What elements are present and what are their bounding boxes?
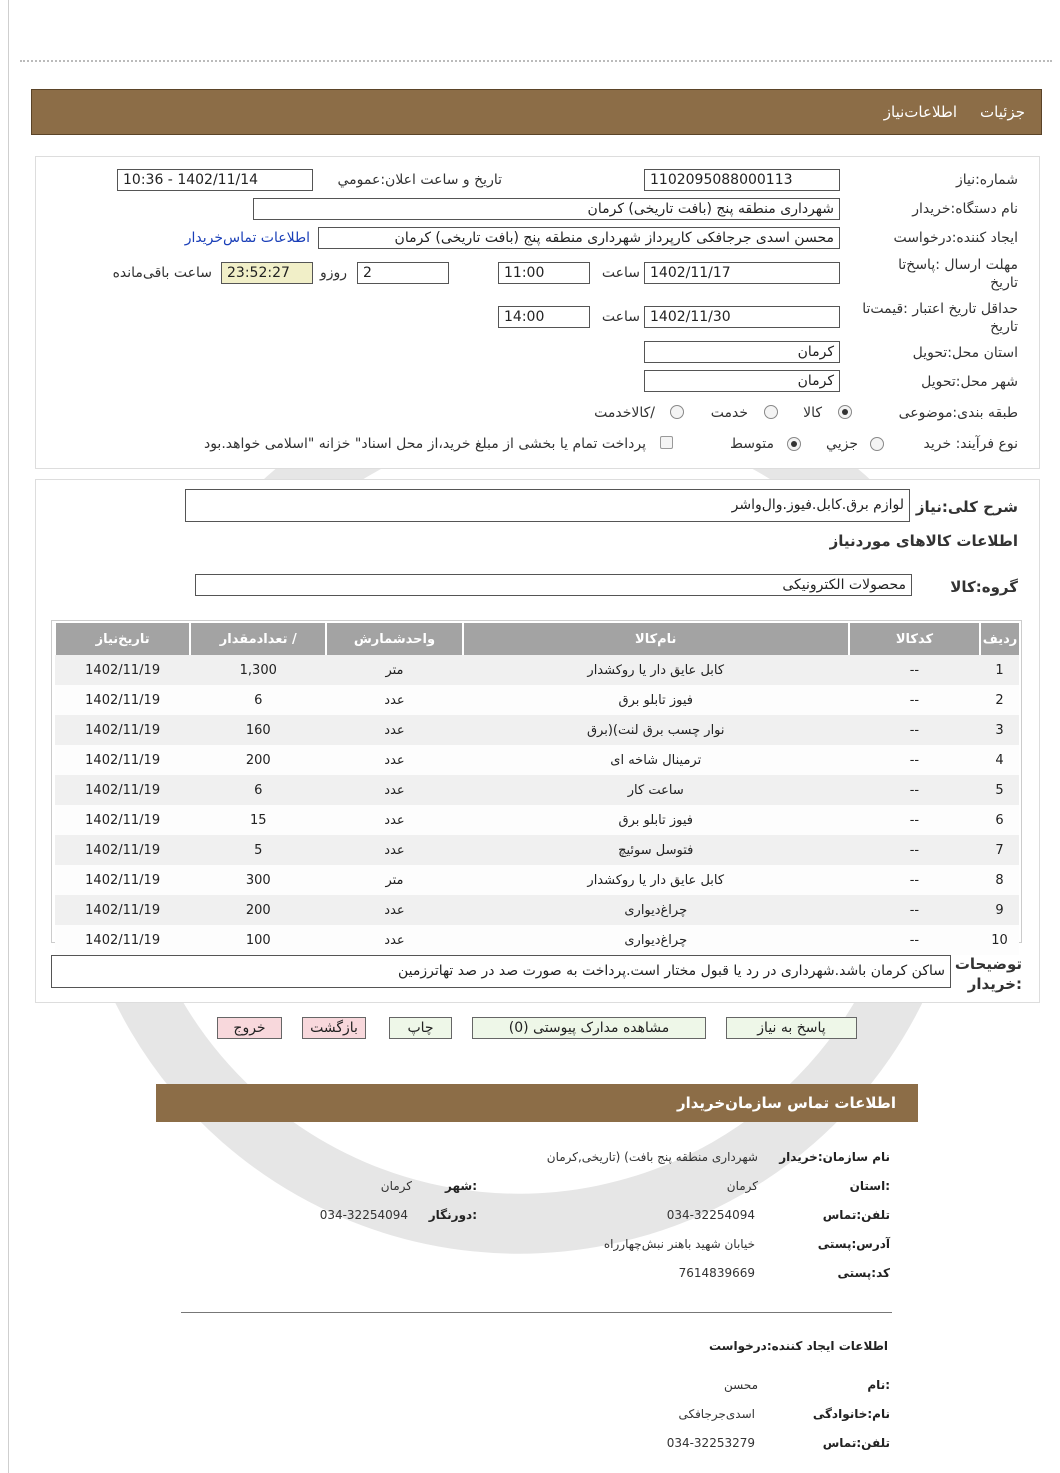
cell-code: --: [849, 685, 980, 715]
deadline-time-field: 11:00: [498, 262, 590, 284]
category-label: طبقه بندی:موضوعی: [898, 405, 1018, 421]
cell-row: 7: [980, 835, 1019, 865]
process-medium-radio[interactable]: [787, 437, 801, 451]
contact-title-bar: [156, 1084, 918, 1122]
cell-qty: 1,300: [190, 655, 326, 685]
cell-row: 5: [980, 775, 1019, 805]
category-goods-label: کالا: [803, 405, 822, 421]
table-row: [55, 715, 1019, 745]
validity-time-field: 14:00: [498, 306, 590, 328]
buyer-notes-label: [955, 954, 1022, 994]
category-both-radio[interactable]: [670, 405, 684, 419]
buyer-org-field: شهرداری منطقه پنج (بافت تاریخی) کرمان: [253, 198, 840, 220]
summary-label: شرح کلی:نیاز: [915, 498, 1018, 516]
cell-qty: 6: [190, 775, 326, 805]
deadline-label: مهلت ارسال :پاسخ‌تا تاریخ: [898, 257, 1018, 291]
cell-date: 1402/11/19: [55, 685, 190, 715]
contact-phone: 034-32254094: [666, 1208, 755, 1222]
cell-row: 10: [980, 925, 1019, 955]
process-minor-label: جزيي: [826, 436, 858, 452]
cell-date: 1402/11/19: [55, 745, 190, 775]
cell-code: --: [849, 775, 980, 805]
exit-button[interactable]: خروج: [217, 1017, 282, 1039]
creator-phone-label: تلفن:تماس: [822, 1436, 890, 1450]
creator-phone: 034-32253279: [666, 1436, 755, 1450]
cell-row: 1: [980, 655, 1019, 685]
cell-row: 2: [980, 685, 1019, 715]
header-bar: [31, 89, 1042, 135]
contact-org: شهرداری منطقه پنج بافت) (تاریخی,کرمان: [546, 1150, 758, 1164]
cell-date: 1402/11/19: [55, 715, 190, 745]
province-label: استان محل:تحویل: [912, 345, 1018, 361]
goods-group-field: محصولات الکترونیکی: [195, 574, 912, 596]
cell-unit: عدد: [326, 895, 462, 925]
deadline-date-field: 1402/11/17: [644, 262, 840, 284]
creator-family-label: نام:خانوادگی: [812, 1407, 890, 1421]
cell-qty: 6: [190, 685, 326, 715]
print-button[interactable]: چاپ: [389, 1017, 452, 1039]
process-minor-radio[interactable]: [870, 437, 884, 451]
cell-row: 3: [980, 715, 1019, 745]
contact-postal-label: کد:پستی: [837, 1266, 890, 1280]
category-goods-radio[interactable]: [838, 405, 852, 419]
contact-province: کرمان: [726, 1179, 758, 1193]
table-row: [55, 805, 1019, 835]
announce-field: 1402/11/14 - 10:36: [117, 169, 313, 191]
cell-unit: عدد: [326, 715, 462, 745]
contact-phone-label: تلفن:تماس: [822, 1208, 890, 1222]
contact-city-label: :شهر: [445, 1179, 477, 1193]
cell-code: --: [849, 865, 980, 895]
cell-date: 1402/11/19: [55, 775, 190, 805]
cell-date: 1402/11/19: [55, 805, 190, 835]
cell-unit: متر: [326, 655, 462, 685]
category-service-radio[interactable]: [764, 405, 778, 419]
buyer-notes-field: ساکن کرمان باشد.شهرداری در رد یا قبول مختار است.پرداخت به صورت صد در صد تهاترزمین: [51, 955, 951, 988]
goods-table: [54, 623, 1019, 955]
buyer-notes-label-line1: توضیحات: [954, 955, 1022, 973]
contact-address-label: آدرس:پستی: [817, 1237, 890, 1251]
need-number-label: شماره:نیاز: [955, 172, 1018, 188]
contact-postal: 7614839669: [678, 1266, 755, 1280]
table-row: [55, 865, 1019, 895]
creator-name-label: :نام: [867, 1378, 890, 1392]
contact-address: خیابان شهید باهنر نبش‌چهارراه: [603, 1237, 755, 1251]
process-label: نوع فرآیند: خرید: [923, 436, 1018, 452]
creator-field: محسن اسدی جرجافکی کارپرداز شهرداری منطقه پنج (بافت تاریخی) کرمان: [318, 227, 840, 249]
cell-date: 1402/11/19: [55, 925, 190, 955]
cell-code: --: [849, 895, 980, 925]
cell-date: 1402/11/19: [55, 895, 190, 925]
buyer-notes-label-line2: :خریدار: [967, 975, 1022, 993]
validity-label: حداقل تاریخ اعتبار :قیمت‌تا تاریخ: [862, 301, 1018, 335]
cell-unit: عدد: [326, 805, 462, 835]
cell-name: فیوز تابلو برق: [463, 685, 849, 715]
cell-code: --: [849, 715, 980, 745]
cell-date: 1402/11/19: [55, 655, 190, 685]
cell-row: 8: [980, 865, 1019, 895]
contact-city: کرمان: [380, 1179, 412, 1193]
cell-name: ترمینال شاخه ای: [463, 745, 849, 775]
cell-row: 4: [980, 745, 1019, 775]
attachments-button[interactable]: مشاهده مدارک پیوستی (0): [472, 1017, 706, 1039]
goods-info-title: اطلاعات کالاهای موردنیاز: [829, 532, 1018, 550]
contact-fax-label: :دورنگار: [428, 1208, 477, 1222]
buyer-contact-link[interactable]: اطلاعات تماس‌خریدار: [184, 230, 310, 246]
cell-date: 1402/11/19: [55, 835, 190, 865]
creator-info-title: اطلاعات ایجاد کننده:درخواست: [708, 1339, 888, 1353]
deadline-time-label: ساعت: [601, 265, 640, 281]
table-row: [55, 655, 1019, 685]
goods-group-label: گروه:کالا: [950, 578, 1018, 596]
cell-unit: عدد: [326, 835, 462, 865]
creator-family: اسدی‌جرجافکی: [678, 1407, 755, 1421]
contact-fax: 034-32254094: [319, 1208, 408, 1222]
cell-unit: عدد: [326, 775, 462, 805]
contact-title: اطلاعات تماس سازمان‌خریدار: [676, 1094, 896, 1112]
cell-qty: 15: [190, 805, 326, 835]
buyer-org-label: نام دستگاه:خریدار: [912, 201, 1018, 217]
cell-name: کابل عایق دار یا روکشدار: [463, 655, 849, 685]
contact-org-label: نام سازمان:خریدار: [779, 1150, 890, 1164]
back-button[interactable]: بازگشت: [302, 1017, 366, 1039]
creator-name: محسن: [723, 1378, 758, 1392]
table-row: [55, 775, 1019, 805]
col-unit: واحدشمارش: [326, 623, 462, 655]
cell-qty: 200: [190, 745, 326, 775]
province-field: کرمان: [644, 341, 840, 363]
validity-date-field: 1402/11/30: [644, 306, 840, 328]
cell-name: چراغ‌دیواری: [463, 925, 849, 955]
table-row: [55, 745, 1019, 775]
tab-details[interactable]: جزئيات: [980, 103, 1025, 121]
cell-unit: عدد: [326, 685, 462, 715]
days-field: 2: [357, 262, 449, 284]
cell-row: 6: [980, 805, 1019, 835]
category-service-label: خدمت: [710, 405, 748, 421]
contact-divider: [181, 1312, 892, 1313]
remaining-time-label: ساعت باقی‌مانده: [112, 265, 212, 281]
cell-qty: 300: [190, 865, 326, 895]
col-date: تاریخ‌نیاز: [55, 623, 190, 655]
remaining-time-field: 23:52:27: [221, 262, 313, 284]
tab-need-info[interactable]: اطلاعات‌نياز: [883, 103, 957, 121]
cell-code: --: [849, 745, 980, 775]
need-number-field: 1102095088000113: [644, 169, 840, 191]
cell-code: --: [849, 805, 980, 835]
reply-button[interactable]: پاسخ به نیاز: [726, 1017, 857, 1039]
cell-qty: 160: [190, 715, 326, 745]
table-row: [55, 685, 1019, 715]
creator-label: ایجاد کننده:درخواست: [893, 230, 1018, 246]
city-field: کرمان: [644, 370, 840, 392]
cell-qty: 5: [190, 835, 326, 865]
process-medium-label: متوسط: [730, 436, 774, 452]
cell-code: --: [849, 925, 980, 955]
cell-name: کابل عایق دار یا روکشدار: [463, 865, 849, 895]
announce-label: تاريخ و ساعت اعلان:عمومي: [337, 172, 502, 188]
cell-unit: عدد: [326, 925, 462, 955]
category-both-label: /کالاخدمت: [594, 405, 655, 421]
col-code: کدکالا: [849, 623, 980, 655]
cell-unit: عدد: [326, 745, 462, 775]
col-qty: / تعدادمقدار: [190, 623, 326, 655]
cell-qty: 100: [190, 925, 326, 955]
cell-unit: متر: [326, 865, 462, 895]
cell-row: 9: [980, 895, 1019, 925]
col-name: نام‌کالا: [463, 623, 849, 655]
cell-code: --: [849, 655, 980, 685]
days-label: روزو: [319, 265, 347, 281]
cell-date: 1402/11/19: [55, 865, 190, 895]
cell-code: --: [849, 835, 980, 865]
contact-province-label: :استان: [849, 1179, 890, 1193]
cell-name: چراغ‌دیواری: [463, 895, 849, 925]
cell-name: فیوز تابلو برق: [463, 805, 849, 835]
cell-qty: 200: [190, 895, 326, 925]
summary-field: لوازم برق.کابل.فیوز.وال‌واشر: [185, 489, 910, 522]
city-label: شهر محل:تحویل: [921, 374, 1018, 390]
table-row: [55, 835, 1019, 865]
treasury-payment-label: پرداخت تمام یا بخشی از مبلغ خرید،از محل اسناد" خزانه "اسلامی خواهد.بود: [203, 436, 646, 452]
treasury-payment-checkbox[interactable]: [660, 436, 673, 449]
cell-name: ساعت کار: [463, 775, 849, 805]
cell-name: فتوسل سوئیچ: [463, 835, 849, 865]
table-row: [55, 895, 1019, 925]
cell-name: نوار چسب برق لنت)(برق: [463, 715, 849, 745]
table-row: [55, 925, 1019, 955]
col-row: ردیف: [980, 623, 1019, 655]
validity-time-label: ساعت: [601, 309, 640, 325]
